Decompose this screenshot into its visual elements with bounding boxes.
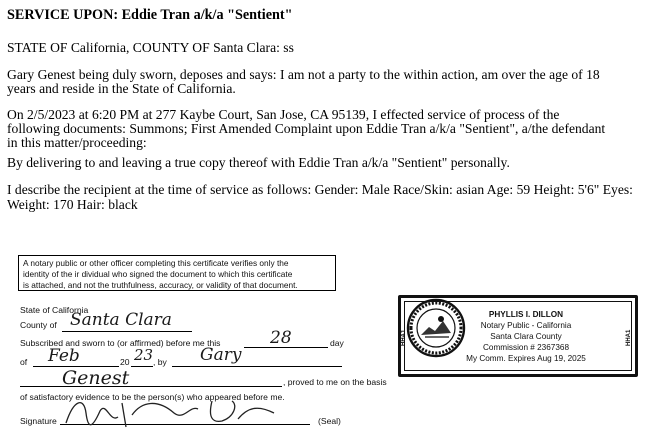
description-line-1: I describe the recipient at the time of service as follows: Gender: Male Race/Skin: asian Age: 59 Height: 5'6" Eyes: [7,182,633,197]
stamp-notary-name: PHYLLIS I. DILLON [488,310,564,319]
california-seal-icon [405,297,467,359]
service-line-3: in this matter/proceeding: [7,135,147,150]
evidence-label: of satisfactory evidence to be the person(s) who appeared before me. [20,392,285,402]
delivery-line: By delivering to and leaving a true copy thereof with Eddie Tran a/k/a "Sentient" personally. [7,155,510,170]
stamp-county: Santa Clara County [490,332,562,341]
notice-line-3: is attached, and not the truthfulness, accuracy, or validity of that document. [23,280,298,290]
subscribed-label: Subscribed and sworn to (or affirmed) before me this [20,338,221,348]
description-line-2: Weight: 170 Hair: black [7,197,138,212]
by-label: , by [153,357,167,367]
county-label: County of [20,320,57,330]
day-label: day [330,338,344,348]
notice-line-1: A notary public or other officer completing this certificate verifies only the [23,258,289,268]
name-last-rule [20,386,282,387]
stamp-side-text-left: HHA1 [401,329,407,346]
of-label: of [20,357,28,367]
stamp-expires: My Comm. Expires Aug 19, 2025 [466,354,586,363]
name-last-handwritten: Genest [62,367,130,389]
county-handwritten: Santa Clara [70,310,172,330]
county-rule [62,331,192,332]
signature-label: Signature [20,416,57,426]
oath-line-2: years and reside in the State of California. [7,81,236,96]
notary-notice-box [18,255,336,291]
seal-label: (Seal) [318,416,341,426]
month-handwritten: Feb [48,346,80,366]
stamp-side-text-right: HHA1 [626,329,632,346]
state-label: State of California [20,305,89,315]
name-first-handwritten: Gary [200,345,242,365]
oath-line-1: Gary Genest being duly sworn, deposes and says: I am not a party to the within action, am over the age of 18 [7,67,600,82]
service-heading: SERVICE UPON: Eddie Tran a/k/a "Sentient" [7,7,293,23]
name-rule [172,366,342,367]
notary-signature-mark [62,393,282,433]
year-rule [131,366,153,367]
venue-line: STATE OF California, COUNTY OF Santa Clara: ss [7,40,294,55]
year-prefix: 20 [120,357,130,367]
stamp-commission: Commission # 2367368 [482,343,570,352]
service-line-2: following documents: Summons; First Amended Complaint upon Eddie Tran a/k/a "Sentient", a/the defendant [7,121,606,136]
service-line-1: On 2/5/2023 at 6:20 PM at 277 Kaybe Court, San Jose, CA 95139, I effected service of process of the [7,107,560,122]
day-handwritten: 28 [270,328,292,348]
stamp-title: Notary Public - California [480,321,572,330]
proved-label: , proved to me on the basis [283,377,387,387]
year-handwritten: 23 [134,346,154,364]
notice-line-2: identity of the ir dividual who signed the document to which this certificate [23,269,293,279]
